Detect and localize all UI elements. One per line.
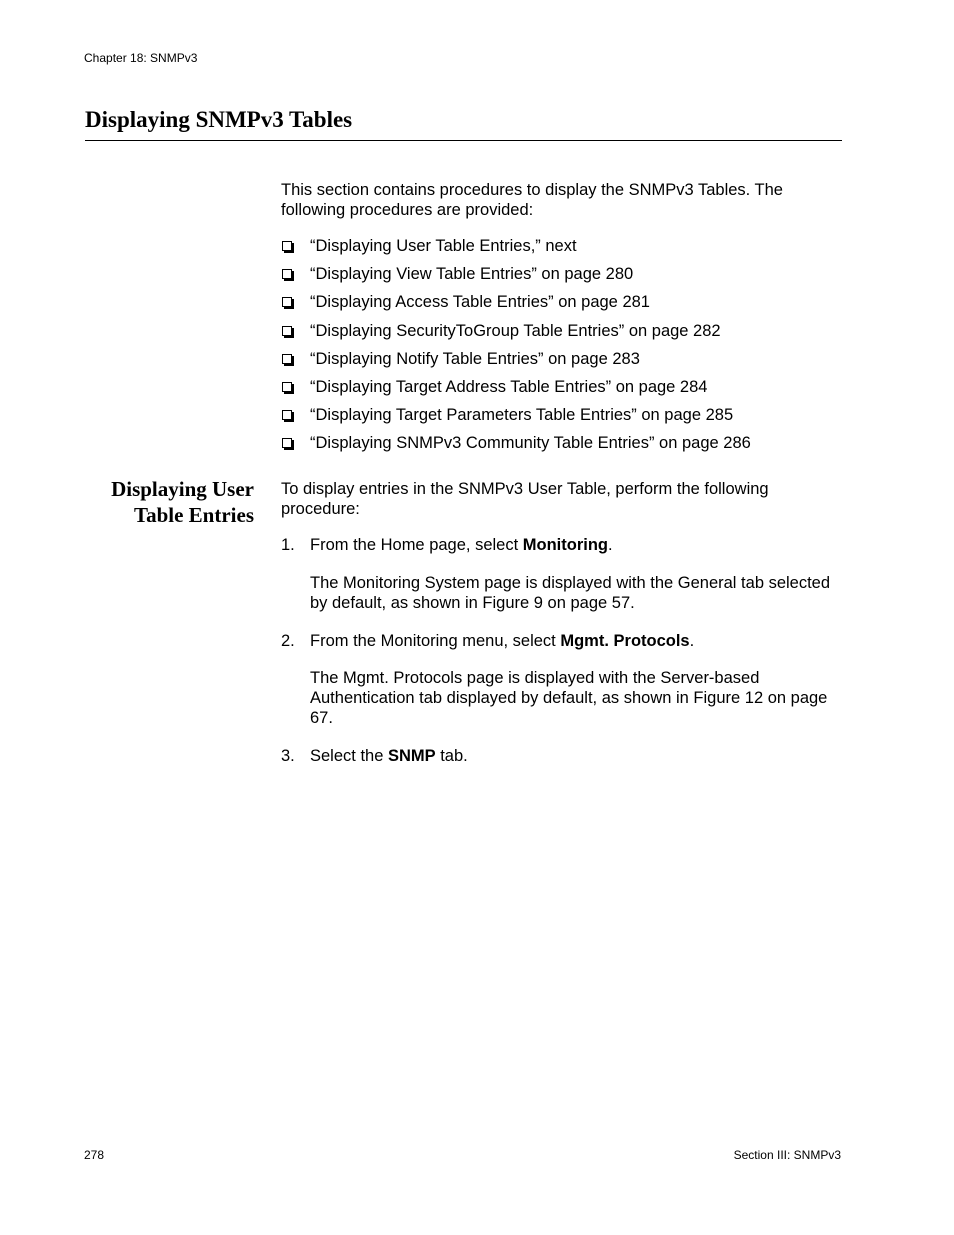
ui-term: Monitoring: [522, 536, 608, 554]
list-item: [281, 264, 841, 292]
ui-term: SNMP: [387, 747, 436, 765]
step-number: 3.: [281, 747, 295, 765]
list-item: [281, 349, 841, 377]
list-item-text: “Displaying Target Parameters Table Entries” on page 285: [310, 406, 734, 425]
subsection-heading-line2: Table Entries: [134, 503, 254, 527]
list-item-text: “Displaying View Table Entries” on page 280: [310, 265, 634, 284]
checkbox-bullet-icon: [282, 241, 292, 251]
subsection-heading: [111, 476, 254, 528]
step-note: The Mgmt. Protocols page is displayed with the Server-based Authentication tab displayed by default, as shown in Figure 12 on page 67.: [310, 669, 828, 727]
section-label: Section III: SNMPv3: [733, 1148, 841, 1162]
subsection-intro: To display entries in the SNMPv3 User Table, perform the following procedure:: [281, 480, 769, 518]
checkbox-bullet-icon: [282, 269, 292, 279]
subsection-heading-line1: Displaying User: [111, 477, 254, 501]
list-item: [281, 405, 841, 433]
step-number: 2.: [281, 632, 295, 650]
checkbox-bullet-icon: [282, 438, 292, 448]
list-item: [281, 236, 841, 264]
procedure-list: [281, 236, 841, 462]
list-item: [281, 433, 841, 461]
running-head: Chapter 18: SNMPv3: [84, 51, 198, 65]
title-rule: [85, 140, 842, 141]
checkbox-bullet-icon: [282, 297, 292, 307]
list-item: [281, 377, 841, 405]
list-item-text: “Displaying User Table Entries,” next: [310, 237, 577, 255]
page-title: Displaying SNMPv3 Tables: [85, 107, 353, 132]
list-item-text: “Displaying SNMPv3 Community Table Entries” on page 286: [310, 434, 751, 453]
list-item-text: “Displaying Target Address Table Entries” on page 284: [310, 377, 708, 396]
list-item-text: “Displaying Access Table Entries” on page 281: [310, 293, 650, 312]
step-number: 1.: [281, 536, 295, 554]
step-text: From the Home page, select Monitoring.: [310, 536, 613, 554]
ui-term: Mgmt. Protocols: [560, 632, 690, 650]
list-item: [281, 292, 841, 320]
page-number: 278: [84, 1148, 105, 1162]
section-intro: This section contains procedures to display the SNMPv3 Tables. The following procedures are provided:: [281, 181, 783, 219]
step-note: The Monitoring System page is displayed with the General tab selected by default, as shown in Figure 9 on page 57.: [310, 574, 831, 612]
checkbox-bullet-icon: [282, 326, 292, 336]
checkbox-bullet-icon: [282, 382, 292, 392]
list-item-text: “Displaying SecurityToGroup Table Entries” on page 282: [310, 321, 721, 340]
checkbox-bullet-icon: [282, 410, 292, 420]
step-text: From the Monitoring menu, select Mgmt. Protocols.: [310, 632, 695, 650]
step-text: Select the SNMP tab.: [310, 747, 468, 765]
checkbox-bullet-icon: [282, 354, 292, 364]
list-item-text: “Displaying Notify Table Entries” on page 283: [310, 349, 640, 368]
list-item: [281, 321, 841, 349]
